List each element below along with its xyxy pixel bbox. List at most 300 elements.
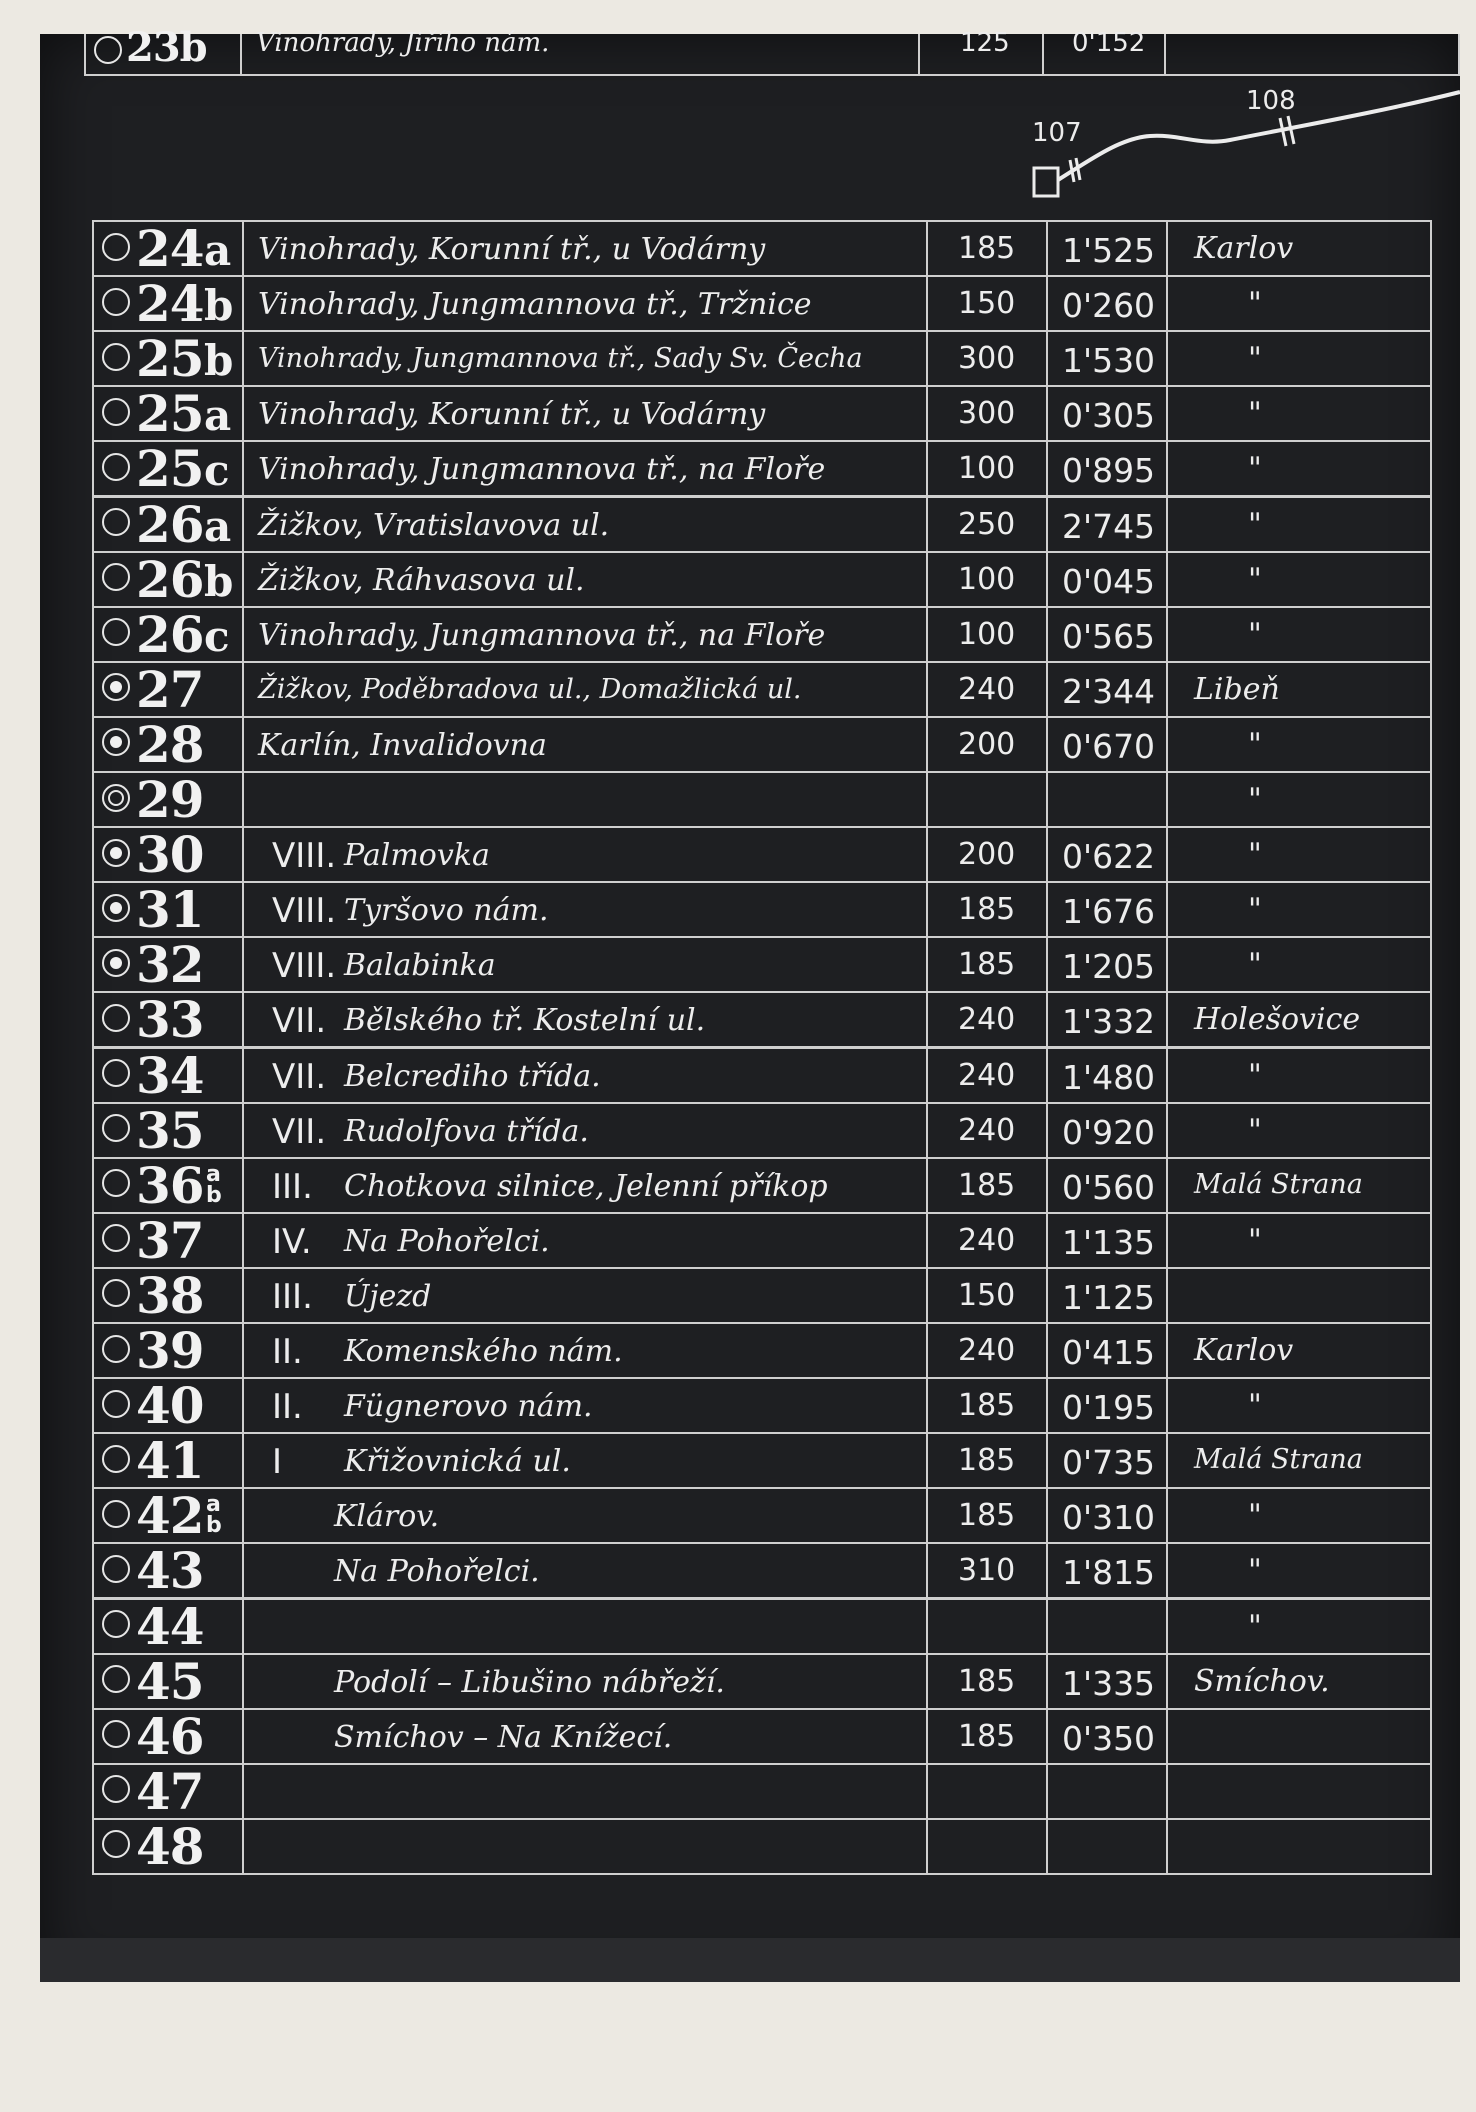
cell-num <box>92 1763 244 1820</box>
cell-num <box>92 771 244 828</box>
measure-value: 0'560 <box>1062 1167 1156 1207</box>
cell-val <box>1046 716 1168 773</box>
station-number: 24 <box>136 274 204 334</box>
cell-dep <box>1166 1653 1432 1710</box>
measure-value: 0'895 <box>1062 451 1156 491</box>
cell-dep <box>1166 551 1432 608</box>
cell-val <box>1046 826 1168 883</box>
station-suffix: a b <box>206 1161 222 1208</box>
cell-loc <box>242 551 928 608</box>
depot-name: Karlov <box>1194 231 1294 266</box>
cell-val <box>1046 1047 1168 1104</box>
depot-name: " <box>1248 451 1262 487</box>
cell-len <box>926 1487 1048 1544</box>
length-value: 240 <box>958 1333 1016 1368</box>
cell-num <box>92 1377 244 1434</box>
district-number: II. <box>272 1332 303 1372</box>
measure-value: 0'920 <box>1062 1112 1156 1152</box>
cell-len <box>926 936 1048 993</box>
station-number: 36 <box>136 1155 204 1215</box>
location-text: Tyršovo nám. <box>344 893 549 929</box>
cell-len <box>926 330 1048 387</box>
cell-num <box>92 1653 244 1710</box>
depot-name: " <box>1248 1222 1262 1258</box>
cell-loc <box>242 440 928 497</box>
measure-value: 2'344 <box>1062 671 1156 711</box>
station-marker <box>102 1830 130 1858</box>
station-marker <box>102 1610 130 1638</box>
cell-val <box>1046 936 1168 993</box>
station-marker <box>102 784 130 812</box>
location-text: Chotkova silnice, Jelenní příkop <box>344 1168 828 1204</box>
station-number: 25 <box>136 329 204 389</box>
measure-value: 0'735 <box>1062 1443 1156 1483</box>
station-suffix: b <box>204 281 233 331</box>
depot-name: " <box>1248 1553 1262 1589</box>
station-suffix: a <box>204 226 231 275</box>
cell-dep <box>1166 826 1432 883</box>
cell-dep <box>1166 606 1432 663</box>
cell-loc <box>242 1377 928 1434</box>
depot-name: " <box>1248 892 1262 928</box>
measure-value: 2'745 <box>1062 506 1156 546</box>
location-text: Smíchov – Na Knížecí. <box>334 1719 673 1755</box>
location-text: Vinohrady, Korunní tř., u Vodárny <box>258 397 766 433</box>
depot-name: " <box>1248 837 1262 873</box>
station-marker <box>102 1224 130 1252</box>
station-number: 28 <box>136 714 204 774</box>
station-number: 43 <box>136 1541 204 1601</box>
length-value: 240 <box>958 1222 1016 1258</box>
station-marker <box>102 1500 130 1528</box>
station-number: 41 <box>136 1431 204 1491</box>
station-marker <box>102 949 130 977</box>
top-row-number: 23b <box>126 24 207 71</box>
cell-loc <box>242 220 928 277</box>
depot-name: " <box>1248 561 1262 597</box>
cell-val <box>1046 1157 1168 1214</box>
cell-num <box>92 716 244 773</box>
station-number: 42 <box>136 1486 204 1546</box>
station-marker <box>102 1279 130 1307</box>
depot-name: " <box>1248 616 1262 652</box>
depot-name: " <box>1248 1498 1262 1534</box>
cell-dep <box>1166 1102 1432 1159</box>
cell-len <box>926 1322 1048 1379</box>
measure-value: 0'045 <box>1062 561 1156 601</box>
track-label-108: 108 <box>1246 86 1296 116</box>
cell-dep <box>1166 1267 1432 1324</box>
station-marker <box>102 1169 130 1197</box>
station-number: 26 <box>136 549 204 609</box>
cell-val <box>1046 440 1168 497</box>
cell-len <box>926 1432 1048 1489</box>
cell-loc <box>242 936 928 993</box>
cell-len <box>926 991 1048 1048</box>
cell-loc <box>242 1763 928 1820</box>
cell-val <box>1046 1102 1168 1159</box>
top-row-location: Vinohrady, Jiřího nám. <box>256 28 550 58</box>
location-text: Vinohrady, Korunní tř., u Vodárny <box>258 232 766 267</box>
cell-num <box>92 826 244 883</box>
location-text: Palmovka <box>344 838 490 874</box>
depot-name: " <box>1248 1057 1262 1093</box>
cell-loc <box>242 1653 928 1710</box>
cell-val <box>1046 1487 1168 1544</box>
station-number: 47 <box>136 1761 204 1821</box>
station-marker <box>102 508 130 536</box>
cell-dep <box>1166 771 1432 828</box>
depot-name: " <box>1248 506 1262 542</box>
cell-val <box>1046 771 1168 828</box>
cell-loc <box>242 1487 928 1544</box>
depot-name: " <box>1248 1388 1262 1424</box>
cell-val <box>1046 385 1168 442</box>
location-text: Rudolfova třída. <box>344 1113 589 1149</box>
station-marker <box>102 1335 130 1363</box>
measure-value: 1'135 <box>1062 1222 1156 1262</box>
cell-loc <box>242 1542 928 1599</box>
cell-loc <box>242 496 928 553</box>
cell-num <box>92 385 244 442</box>
location-text: Vinohrady, Jungmannova tř., na Floře <box>258 617 826 653</box>
station-marker <box>102 1114 130 1142</box>
cell-loc <box>242 661 928 718</box>
station-suffix: b <box>204 336 233 386</box>
cell-dep <box>1166 330 1432 387</box>
length-value: 310 <box>958 1553 1016 1589</box>
cell-val <box>1046 1763 1168 1820</box>
cell-num <box>92 496 244 553</box>
track-tick-107b <box>1076 158 1080 180</box>
cell-loc <box>242 606 928 663</box>
depot-name: " <box>1248 286 1262 322</box>
measure-value: 1'480 <box>1062 1057 1156 1097</box>
location-text: Újezd <box>344 1278 432 1314</box>
station-marker <box>102 1720 130 1748</box>
depot-name: Malá Strana <box>1194 1168 1363 1200</box>
station-number: 38 <box>136 1265 204 1325</box>
cell-num <box>92 1542 244 1599</box>
measure-value: 0'350 <box>1062 1718 1156 1758</box>
cell-num <box>92 551 244 608</box>
cell-dep <box>1166 1432 1432 1489</box>
depot-name: " <box>1248 726 1262 762</box>
location-text: Křižovnická ul. <box>344 1444 571 1480</box>
cell-loc <box>242 1047 928 1104</box>
depot-name: " <box>1248 1112 1262 1148</box>
measure-value: 1'332 <box>1062 1002 1156 1042</box>
top-row-value: 0'152 <box>1072 28 1146 58</box>
cell-dep <box>1166 716 1432 773</box>
station-marker <box>102 233 130 261</box>
station-number: 25 <box>136 439 204 499</box>
station-marker <box>102 618 130 646</box>
cell-val <box>1046 1598 1168 1655</box>
length-value: 185 <box>958 1718 1016 1754</box>
length-value: 185 <box>958 1167 1016 1203</box>
cell-len <box>926 551 1048 608</box>
cell-dep <box>1166 1322 1432 1379</box>
cell-dep <box>1166 220 1432 277</box>
cell-len <box>926 275 1048 332</box>
station-suffix: c <box>204 611 229 661</box>
cell-num <box>92 1047 244 1104</box>
cell-len <box>926 1047 1048 1104</box>
measure-value: 1'205 <box>1062 947 1156 987</box>
station-number: 32 <box>136 935 204 995</box>
station-marker <box>102 673 130 701</box>
cell-val <box>1046 1377 1168 1434</box>
cell-dep <box>1166 1487 1432 1544</box>
district-number: III. <box>272 1166 313 1207</box>
station-number: 46 <box>136 1706 204 1766</box>
cell-val <box>1046 220 1168 277</box>
depot-name: " <box>1248 1608 1262 1644</box>
cell-dep <box>1166 1598 1432 1655</box>
cell-val <box>1046 881 1168 938</box>
cell-val <box>1046 1432 1168 1489</box>
cell-len <box>926 1212 1048 1269</box>
cell-num <box>92 440 244 497</box>
length-value: 240 <box>958 1112 1016 1148</box>
location-text: Vinohrady, Jungmannova tř., Sady Sv. Čecha <box>258 343 863 375</box>
cell-dep <box>1166 440 1432 497</box>
station-marker <box>102 1059 130 1087</box>
cell-len <box>926 1818 1048 1875</box>
top-row-length: 125 <box>960 28 1010 58</box>
length-value: 185 <box>958 231 1016 266</box>
district-number: IV. <box>272 1221 312 1262</box>
measure-value: 1'335 <box>1062 1663 1156 1703</box>
station-marker <box>102 1665 130 1693</box>
cell-dep <box>1166 1377 1432 1434</box>
cell-num <box>92 1818 244 1875</box>
measure-value: 1'125 <box>1062 1277 1156 1317</box>
length-value: 185 <box>958 1388 1016 1424</box>
cell-loc <box>242 1598 928 1655</box>
cell-val <box>1046 1653 1168 1710</box>
cell-len <box>926 1763 1048 1820</box>
measure-value: 0'260 <box>1062 286 1156 326</box>
station-number: 26 <box>136 604 204 664</box>
station-number: 48 <box>136 1816 204 1876</box>
station-number: 27 <box>136 659 204 719</box>
cell-len <box>926 716 1048 773</box>
station-suffix: c <box>204 446 229 496</box>
length-value: 100 <box>958 451 1016 487</box>
cell-dep <box>1166 991 1432 1048</box>
cell-len <box>926 220 1048 277</box>
cell-dep <box>1166 1763 1432 1820</box>
cell-loc <box>242 826 928 883</box>
cell-val <box>1046 1322 1168 1379</box>
station-marker <box>102 453 130 481</box>
station-number: 39 <box>136 1321 204 1380</box>
cell-num <box>92 991 244 1048</box>
length-value: 150 <box>958 286 1016 322</box>
cell-loc <box>242 1708 928 1765</box>
depot-name: Malá Strana <box>1194 1444 1363 1476</box>
location-text: Podolí – Libušino nábřeží. <box>334 1664 725 1700</box>
cell-loc <box>242 716 928 773</box>
measure-value: 0'670 <box>1062 726 1156 766</box>
station-number: 34 <box>136 1045 204 1105</box>
location-text: Žižkov, Poděbradova ul., Domažlická ul. <box>258 673 802 705</box>
cell-num <box>92 1708 244 1765</box>
track-label-107: 107 <box>1032 118 1082 148</box>
district-number: VIII. <box>272 836 337 877</box>
cell-num <box>92 1322 244 1379</box>
length-value: 185 <box>958 1443 1016 1479</box>
board-bottom-edge <box>40 1938 1460 1982</box>
location-text: Komenského nám. <box>344 1334 623 1369</box>
measure-value: 0'622 <box>1062 837 1156 877</box>
cell-num <box>92 1157 244 1214</box>
station-number: 33 <box>136 990 204 1050</box>
cell-num <box>92 275 244 332</box>
district-number: VII. <box>272 1056 327 1097</box>
cell-loc <box>242 771 928 828</box>
depot-name: Holešovice <box>1194 1002 1361 1038</box>
cell-dep <box>1166 881 1432 938</box>
cell-len <box>926 1598 1048 1655</box>
depot-name: " <box>1248 396 1262 432</box>
length-value: 100 <box>958 561 1016 597</box>
depot-name: Karlov <box>1194 1333 1294 1368</box>
location-text: Na Pohořelci. <box>344 1223 550 1259</box>
cell-loc <box>242 1102 928 1159</box>
measure-value: 0'195 <box>1062 1388 1156 1428</box>
location-text: Žižkov, Ráhvasova ul. <box>258 562 585 598</box>
cell-num <box>92 661 244 718</box>
cell-len <box>926 1542 1048 1599</box>
cell-len <box>926 1653 1048 1710</box>
cell-loc <box>242 991 928 1048</box>
cell-val <box>1046 1708 1168 1765</box>
station-number: 25 <box>136 384 204 444</box>
station-marker <box>102 343 130 371</box>
cell-loc <box>242 1432 928 1489</box>
length-value: 240 <box>958 671 1016 707</box>
cell-num <box>92 220 244 277</box>
length-value: 185 <box>958 892 1016 928</box>
length-value: 185 <box>958 1498 1016 1534</box>
length-value: 200 <box>958 837 1016 873</box>
station-number: 24 <box>136 219 204 278</box>
location-text: Fügnerovo nám. <box>344 1389 593 1425</box>
track-tick-107 <box>1070 160 1074 182</box>
station-suffix: a b <box>206 1492 222 1539</box>
depot-name: " <box>1248 947 1262 983</box>
location-text: Bělského tř. Kostelní ul. <box>344 1003 706 1039</box>
cell-num <box>92 881 244 938</box>
cell-dep <box>1166 275 1432 332</box>
length-value: 250 <box>958 506 1016 542</box>
length-value: 240 <box>958 1002 1016 1038</box>
depot-name: " <box>1248 782 1262 817</box>
station-suffix: a <box>204 501 231 551</box>
station-number: 29 <box>136 770 204 829</box>
station-marker <box>102 1445 130 1473</box>
station-marker <box>102 894 130 922</box>
depot-name: " <box>1248 341 1262 377</box>
station-suffix: a <box>204 391 231 441</box>
length-value: 150 <box>958 1277 1016 1313</box>
cell-loc <box>242 1267 928 1324</box>
cell-loc <box>242 881 928 938</box>
cell-val <box>1046 606 1168 663</box>
cell-loc <box>242 1818 928 1875</box>
length-value: 240 <box>958 1057 1016 1093</box>
cell-len <box>926 1157 1048 1214</box>
station-number: 35 <box>136 1100 204 1160</box>
cell-loc <box>242 1157 928 1214</box>
district-number: II. <box>272 1387 303 1428</box>
cell-len <box>926 385 1048 442</box>
length-value: 300 <box>958 341 1016 377</box>
measure-value: 0'310 <box>1062 1498 1156 1538</box>
length-value: 185 <box>958 947 1016 983</box>
location-text: Balabinka <box>344 948 496 984</box>
cell-dep <box>1166 1818 1432 1875</box>
station-suffix: b <box>204 556 233 606</box>
length-value: 185 <box>958 1663 1016 1699</box>
location-text: Karlín, Invalidovna <box>258 727 547 763</box>
cell-val <box>1046 991 1168 1048</box>
cell-len <box>926 1102 1048 1159</box>
station-number: 44 <box>136 1596 204 1656</box>
cell-loc <box>242 385 928 442</box>
measure-value: 0'415 <box>1062 1333 1156 1372</box>
location-text: Belcrediho třída. <box>344 1058 601 1094</box>
cell-loc <box>242 275 928 332</box>
cell-num <box>92 1432 244 1489</box>
cell-len <box>926 440 1048 497</box>
cell-len <box>926 881 1048 938</box>
cell-num <box>92 1598 244 1655</box>
length-value: 300 <box>958 396 1016 432</box>
cell-len <box>926 1708 1048 1765</box>
station-marker <box>102 728 130 756</box>
cell-dep <box>1166 1047 1432 1104</box>
cell-num <box>92 1267 244 1324</box>
cell-len <box>926 606 1048 663</box>
station-marker <box>102 1555 130 1583</box>
location-text: Vinohrady, Jungmannova tř., na Floře <box>258 452 826 488</box>
location-text: Klárov. <box>334 1499 440 1535</box>
cell-dep <box>1166 936 1432 993</box>
station-marker <box>102 839 130 867</box>
measure-value: 1'676 <box>1062 892 1156 932</box>
cell-num <box>92 606 244 663</box>
cell-val <box>1046 551 1168 608</box>
length-value: 100 <box>958 616 1016 652</box>
station-marker <box>102 398 130 426</box>
location-text: Na Pohořelci. <box>334 1554 540 1590</box>
cell-len <box>926 496 1048 553</box>
cell-val <box>1046 661 1168 718</box>
cell-len <box>926 826 1048 883</box>
station-number: 40 <box>136 1376 204 1436</box>
cell-dep <box>1166 1708 1432 1765</box>
cell-val <box>1046 1818 1168 1875</box>
cell-len <box>926 1267 1048 1324</box>
cell-num <box>92 1212 244 1269</box>
station-marker <box>102 1775 130 1803</box>
cell-val <box>1046 1212 1168 1269</box>
location-text: Vinohrady, Jungmannova tř., Tržnice <box>258 287 812 323</box>
